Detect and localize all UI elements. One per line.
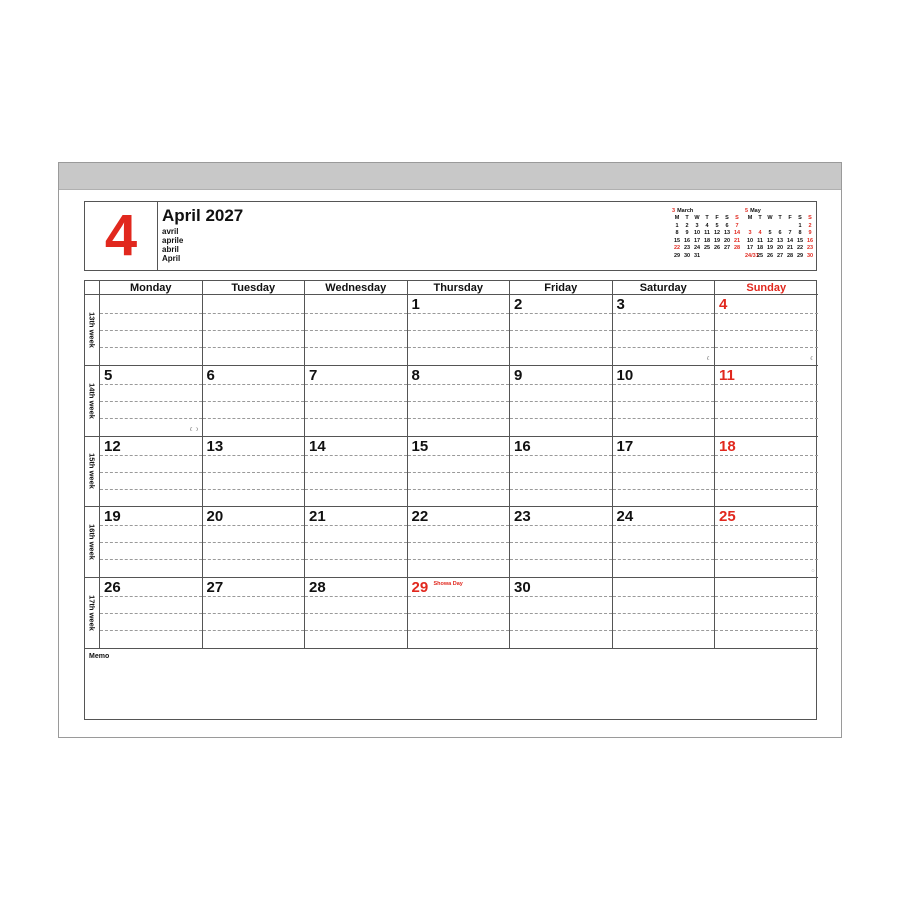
mini-day: 22 — [796, 245, 804, 251]
mini-weekday: T — [778, 215, 782, 221]
day-cell[interactable] — [100, 507, 203, 578]
mini-day: 6 — [778, 230, 782, 236]
day-cell[interactable] — [715, 507, 818, 578]
mini-day: 12 — [766, 237, 774, 244]
writing-line — [203, 330, 305, 331]
day-number: 2 — [514, 296, 523, 313]
day-cell[interactable] — [715, 578, 818, 649]
day-header-sunday: Sunday — [715, 281, 818, 295]
writing-line — [100, 330, 202, 331]
writing-line — [613, 630, 715, 631]
day-header-thursday: Thursday — [408, 281, 511, 295]
mini-weekday: F — [788, 215, 792, 221]
mini-day: 3 — [695, 222, 699, 229]
writing-line — [100, 525, 202, 526]
writing-line — [305, 596, 407, 597]
writing-line — [408, 384, 510, 385]
day-header-friday: Friday — [510, 281, 613, 295]
week-label-text: 15th week — [87, 453, 97, 490]
mini-day — [712, 253, 722, 261]
writing-line — [613, 489, 715, 490]
day-number: 28 — [309, 579, 326, 597]
moon-phase-icon: ◌ — [811, 568, 815, 575]
writing-line — [510, 489, 612, 490]
day-number: 12 — [104, 437, 121, 455]
day-cell[interactable] — [100, 578, 203, 649]
writing-line — [305, 472, 407, 473]
day-cell[interactable] — [203, 507, 306, 578]
day-number: 27 — [206, 579, 224, 597]
writing-line — [715, 455, 818, 456]
mini-day: 28 — [733, 245, 741, 251]
mini-weekday: S — [735, 215, 739, 221]
mini-day: 29 — [673, 252, 681, 259]
writing-line — [510, 559, 612, 560]
mini-day: 16 — [683, 237, 691, 244]
moon-phase-icon: ☾☽ — [189, 426, 199, 433]
day-cell[interactable] — [510, 366, 613, 437]
writing-line — [408, 313, 510, 314]
day-cell[interactable] — [305, 578, 408, 649]
writing-line — [715, 418, 818, 419]
writing-line — [408, 418, 510, 419]
writing-line — [613, 455, 715, 456]
day-cell[interactable] — [305, 507, 408, 578]
translation-fr: avril — [162, 227, 179, 236]
mini-day — [765, 223, 775, 231]
mini-calendar-prev — [672, 208, 742, 260]
mini-day: 9 — [685, 230, 689, 236]
translation-de: April — [162, 254, 181, 263]
writing-line — [305, 347, 407, 348]
writing-line — [613, 347, 715, 348]
day-header-monday: Monday — [100, 281, 203, 295]
mini-weekday: M — [674, 215, 680, 221]
day-cell[interactable] — [613, 366, 716, 437]
writing-line — [408, 559, 510, 560]
writing-line — [510, 347, 612, 348]
day-cell[interactable] — [305, 295, 408, 366]
mini-day: 10 — [746, 237, 754, 244]
writing-line — [305, 542, 407, 543]
mini-day: 19 — [713, 237, 721, 244]
mini-weekday: T — [758, 215, 762, 221]
writing-line — [715, 489, 818, 490]
writing-line — [715, 384, 818, 385]
day-cell[interactable] — [408, 437, 511, 508]
day-number: 11 — [719, 366, 735, 384]
writing-line — [305, 525, 407, 526]
day-cell[interactable] — [203, 366, 306, 437]
mini-day: 27 — [776, 252, 784, 259]
day-cell[interactable] — [305, 366, 408, 437]
writing-line — [203, 630, 305, 631]
writing-line — [203, 596, 305, 597]
day-number: 19 — [104, 508, 121, 526]
day-header-wednesday: Wednesday — [305, 281, 408, 295]
writing-line — [715, 630, 818, 631]
mini-day: 21 — [786, 245, 794, 251]
day-cell[interactable] — [510, 507, 613, 578]
mini-day: 15 — [673, 237, 681, 244]
mini-day: 7 — [788, 230, 792, 236]
writing-line — [203, 472, 305, 473]
mini-day — [785, 223, 795, 231]
mini-prev-month-number: 3 — [672, 208, 676, 214]
writing-line — [305, 613, 407, 614]
mini-day — [775, 223, 785, 231]
corner-cell — [85, 281, 100, 295]
day-number: 24 — [616, 508, 634, 526]
mini-day: 4 — [705, 222, 709, 229]
day-cell[interactable] — [715, 366, 818, 437]
day-cell[interactable] — [613, 578, 716, 649]
day-number: 21 — [309, 508, 326, 526]
calendar-sheet — [58, 162, 842, 738]
writing-line — [203, 455, 305, 456]
mini-day: 5 — [715, 222, 719, 229]
writing-line — [510, 472, 612, 473]
mini-weekday: M — [747, 215, 753, 221]
writing-line — [613, 313, 715, 314]
writing-line — [100, 401, 202, 402]
day-cell[interactable] — [203, 295, 306, 366]
mini-next-month-number: 5 — [745, 208, 749, 214]
writing-line — [408, 542, 510, 543]
mini-day: 27 — [723, 245, 731, 251]
mini-day: 1 — [675, 222, 679, 229]
day-number: 22 — [411, 508, 429, 526]
day-number: 9 — [514, 366, 523, 384]
mini-day: 2 — [685, 222, 689, 229]
writing-line — [510, 418, 612, 419]
mini-day: 16 — [806, 237, 814, 244]
mini-day: 24 — [693, 245, 701, 251]
mini-day — [732, 253, 742, 261]
mini-day: 26 — [766, 252, 774, 259]
writing-line — [408, 455, 510, 456]
writing-line — [613, 330, 715, 331]
day-cell[interactable] — [510, 295, 613, 366]
writing-line — [510, 525, 612, 526]
mini-day: 8 — [798, 230, 802, 236]
writing-line — [408, 472, 510, 473]
mini-day: 19 — [766, 245, 774, 251]
week-label — [85, 295, 100, 366]
writing-line — [510, 630, 612, 631]
mini-weekday: W — [694, 215, 700, 221]
mini-calendar-next — [745, 208, 815, 260]
day-cell[interactable] — [613, 437, 716, 508]
writing-line — [510, 596, 612, 597]
writing-line — [408, 630, 510, 631]
writing-line — [408, 489, 510, 490]
writing-line — [715, 613, 818, 614]
memo-area[interactable] — [85, 649, 816, 721]
mini-day: 23 — [683, 245, 691, 251]
day-cell[interactable] — [408, 366, 511, 437]
month-translations — [162, 227, 183, 263]
day-number: 14 — [309, 437, 326, 455]
week-label-text: 17th week — [87, 595, 97, 632]
writing-line — [408, 613, 510, 614]
writing-line — [613, 472, 715, 473]
day-cell[interactable] — [100, 437, 203, 508]
week-label — [85, 507, 100, 578]
writing-line — [100, 613, 202, 614]
mini-day: 15 — [796, 237, 804, 244]
day-cell[interactable] — [715, 437, 818, 508]
day-header-tuesday: Tuesday — [203, 281, 306, 295]
mini-day: 1 — [798, 222, 802, 229]
writing-line — [613, 559, 715, 560]
mini-next-month-name: May — [750, 208, 761, 214]
writing-line — [408, 525, 510, 526]
writing-line — [305, 418, 407, 419]
writing-line — [715, 472, 818, 473]
mini-day: 22 — [673, 245, 681, 251]
mini-day: 25 — [703, 245, 711, 251]
day-cell[interactable] — [203, 437, 306, 508]
writing-line — [613, 384, 715, 385]
mini-day: 13 — [723, 230, 731, 236]
mini-day — [722, 253, 732, 261]
mini-day: 30 — [806, 252, 814, 259]
mini-prev-month-name: March — [677, 208, 694, 214]
mini-day: 14 — [733, 230, 741, 236]
writing-line — [715, 542, 818, 543]
mini-day: 31 — [693, 252, 701, 259]
writing-line — [408, 596, 510, 597]
writing-line — [613, 401, 715, 402]
day-number: 29 — [411, 579, 429, 597]
mini-day: 17 — [746, 245, 754, 251]
writing-line — [613, 525, 715, 526]
writing-line — [203, 613, 305, 614]
day-cell[interactable] — [715, 295, 818, 366]
writing-line — [305, 401, 407, 402]
writing-line — [100, 559, 202, 560]
translation-es: abril — [162, 245, 179, 254]
writing-line — [510, 542, 612, 543]
mini-day: 3 — [748, 230, 752, 236]
mini-day — [702, 253, 712, 261]
mini-weekday: S — [725, 215, 729, 221]
day-number: 25 — [719, 508, 736, 526]
day-number: 6 — [206, 366, 215, 384]
mini-day: 29 — [796, 252, 804, 259]
writing-line — [100, 418, 202, 419]
writing-line — [715, 401, 818, 402]
mini-day: 25 — [756, 252, 764, 259]
writing-line — [715, 559, 818, 560]
day-number: 10 — [616, 366, 634, 384]
day-number: 8 — [411, 366, 420, 384]
writing-line — [305, 455, 407, 456]
day-cell[interactable] — [100, 366, 203, 437]
month-title: April 2027 — [162, 206, 244, 225]
day-number: 7 — [309, 366, 318, 384]
day-cell[interactable] — [510, 578, 613, 649]
writing-line — [100, 630, 202, 631]
writing-line — [203, 542, 305, 543]
month-number: 4 — [85, 202, 158, 270]
mini-weekday: S — [808, 215, 812, 221]
mini-day: 18 — [703, 237, 711, 244]
mini-day: 2 — [808, 222, 812, 229]
day-cell[interactable] — [100, 295, 203, 366]
mini-day — [745, 223, 755, 231]
month-header — [84, 201, 817, 271]
day-cell[interactable] — [408, 295, 511, 366]
mini-day: 8 — [675, 230, 679, 236]
day-header-saturday: Saturday — [613, 281, 716, 295]
writing-line — [203, 525, 305, 526]
mini-day: 7 — [735, 222, 739, 229]
writing-line — [305, 559, 407, 560]
mini-day: 13 — [776, 237, 784, 244]
day-number: 13 — [206, 437, 224, 455]
writing-line — [510, 330, 612, 331]
mini-day: 6 — [725, 222, 729, 229]
mini-day: 11 — [704, 230, 710, 236]
week-label-text: 14th week — [87, 382, 97, 419]
day-number: 17 — [616, 437, 634, 455]
writing-line — [715, 596, 818, 597]
writing-line — [100, 347, 202, 348]
mini-weekday: W — [767, 215, 773, 221]
mini-day: 17 — [693, 237, 701, 244]
writing-line — [510, 613, 612, 614]
writing-line — [715, 525, 818, 526]
mini-day: 10 — [693, 230, 701, 236]
day-number: 23 — [514, 508, 531, 526]
day-number: 3 — [616, 296, 625, 313]
writing-line — [203, 559, 305, 560]
writing-line — [613, 613, 715, 614]
writing-line — [305, 313, 407, 314]
moon-phase-icon: ☾ — [810, 355, 815, 362]
memo-label: Memo — [89, 653, 110, 660]
writing-line — [305, 630, 407, 631]
mini-day: 9 — [808, 230, 812, 236]
mini-day: 12 — [713, 230, 721, 236]
writing-line — [510, 455, 612, 456]
day-number: 5 — [104, 366, 113, 384]
translation-it: aprile — [162, 236, 184, 245]
day-cell[interactable] — [305, 437, 408, 508]
mini-day: 20 — [776, 245, 784, 251]
writing-line — [715, 347, 818, 348]
writing-line — [100, 455, 202, 456]
day-number: 15 — [411, 437, 429, 455]
writing-line — [305, 330, 407, 331]
mini-day: 28 — [786, 252, 794, 259]
day-number: 26 — [104, 579, 121, 597]
writing-line — [100, 472, 202, 473]
writing-line — [408, 330, 510, 331]
writing-line — [715, 330, 818, 331]
day-cell[interactable] — [510, 437, 613, 508]
day-number: 20 — [206, 508, 224, 526]
mini-day: 23 — [806, 245, 814, 251]
writing-line — [203, 384, 305, 385]
writing-line — [305, 384, 407, 385]
mini-day: 4 — [758, 230, 762, 236]
week-label-text: 13th week — [87, 311, 97, 348]
writing-line — [408, 401, 510, 402]
writing-line — [613, 542, 715, 543]
week-label — [85, 578, 100, 649]
writing-line — [613, 596, 715, 597]
mini-day: 18 — [756, 245, 764, 251]
holiday-label: Showa Day — [433, 581, 463, 588]
mini-day: 5 — [768, 230, 772, 236]
week-label — [85, 437, 100, 508]
day-cell[interactable] — [203, 578, 306, 649]
day-cell[interactable] — [613, 507, 716, 578]
writing-line — [203, 347, 305, 348]
mini-day: 21 — [733, 237, 741, 244]
mini-day — [755, 223, 765, 231]
mini-day: 26 — [713, 245, 721, 251]
mini-day: 24/31 — [745, 252, 759, 259]
writing-line — [203, 418, 305, 419]
mini-day: 30 — [683, 252, 691, 259]
mini-day: 20 — [723, 237, 731, 244]
week-label — [85, 366, 100, 437]
day-cell[interactable] — [408, 578, 511, 649]
writing-line — [100, 489, 202, 490]
writing-line — [100, 313, 202, 314]
day-number: 1 — [411, 296, 420, 313]
day-cell[interactable] — [408, 507, 511, 578]
writing-line — [613, 418, 715, 419]
mini-weekday: F — [715, 215, 719, 221]
day-number: 4 — [719, 296, 728, 313]
mini-day: 14 — [786, 237, 794, 244]
writing-line — [510, 384, 612, 385]
day-cell[interactable] — [613, 295, 716, 366]
moon-phase-icon: ☾ — [706, 355, 711, 362]
writing-line — [510, 313, 612, 314]
writing-line — [203, 401, 305, 402]
mini-day: 11 — [757, 237, 763, 244]
writing-line — [100, 384, 202, 385]
day-number: 30 — [514, 579, 531, 597]
mini-weekday: T — [685, 215, 689, 221]
writing-line — [305, 489, 407, 490]
writing-line — [100, 542, 202, 543]
writing-line — [510, 401, 612, 402]
day-number: 18 — [719, 437, 736, 455]
writing-line — [408, 347, 510, 348]
mini-next-grid — [745, 215, 815, 260]
month-grid — [84, 280, 817, 720]
mini-prev-grid — [672, 215, 742, 260]
binding-strip — [59, 163, 841, 190]
writing-line — [100, 596, 202, 597]
mini-weekday: T — [705, 215, 709, 221]
mini-weekday: S — [798, 215, 802, 221]
writing-line — [715, 313, 818, 314]
writing-line — [203, 489, 305, 490]
day-number: 16 — [514, 437, 531, 455]
week-label-text: 16th week — [87, 524, 97, 561]
writing-line — [203, 313, 305, 314]
